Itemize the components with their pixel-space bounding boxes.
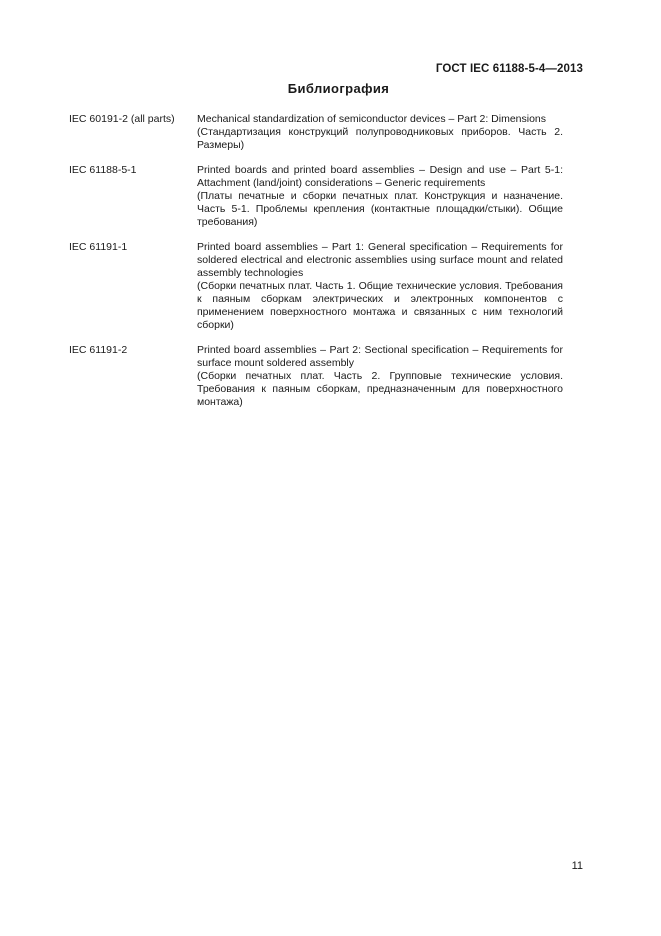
entry-description: [197, 344, 563, 409]
entry-reference: IEC 61188-5-1: [69, 164, 137, 176]
bibliography-list: [69, 113, 563, 421]
entry-title-english: Printed boards and printed board assemblies – Design and use – Part 5-1: Attachment (land/joint) considerations – Generic requirements: [197, 164, 563, 189]
page-number: 11: [571, 860, 583, 872]
entry-title-russian: (Сборки печатных плат. Часть 2. Групповые технические условия. Требования к паяным сборкам, предназначенным для поверхностного монтажа): [197, 370, 563, 408]
entry-title-english: Printed board assemblies – Part 1: General specification – Requirements for soldered electrical and electronic assemblies using surface mount and related assembly technologies: [197, 241, 563, 279]
entry-description: [197, 113, 563, 152]
entry-description: [197, 164, 563, 229]
entry-title-russian: (Платы печатные и сборки печатных плат. Конструкция и назначение. Часть 5-1. Проблемы крепления (контактные площадки/стыки). Общие требования): [197, 190, 563, 228]
bibliography-entry: [69, 113, 563, 152]
entry-title-english: Mechanical standardization of semiconductor devices – Part 2: Dimensions: [197, 113, 547, 125]
entry-title-english: Printed board assemblies – Part 2: Sectional specification – Requirements for surface mount soldered assembly: [197, 344, 563, 369]
entry-reference: IEC 60191-2 (all parts): [69, 113, 175, 125]
document-code: ГОСТ IEC 61188-5-4—2013: [435, 63, 583, 75]
bibliography-entry: [69, 241, 563, 332]
entry-reference: IEC 61191-1: [69, 241, 128, 253]
entry-reference: IEC 61191-2: [69, 344, 128, 356]
entry-title-russian: (Сборки печатных плат. Часть 1. Общие технические условия. Требования к паяным сборкам электрических и электронных компонентов с применением поверхностного монтажа и связанных с ним технологий сборки): [197, 280, 563, 331]
entry-title-russian: (Стандартизация конструкций полупроводниковых приборов. Часть 2. Размеры): [197, 126, 563, 151]
bibliography-entry: [69, 164, 563, 229]
page-title: Библиография: [287, 81, 390, 96]
bibliography-entry: [69, 344, 563, 409]
entry-description: [197, 241, 563, 332]
